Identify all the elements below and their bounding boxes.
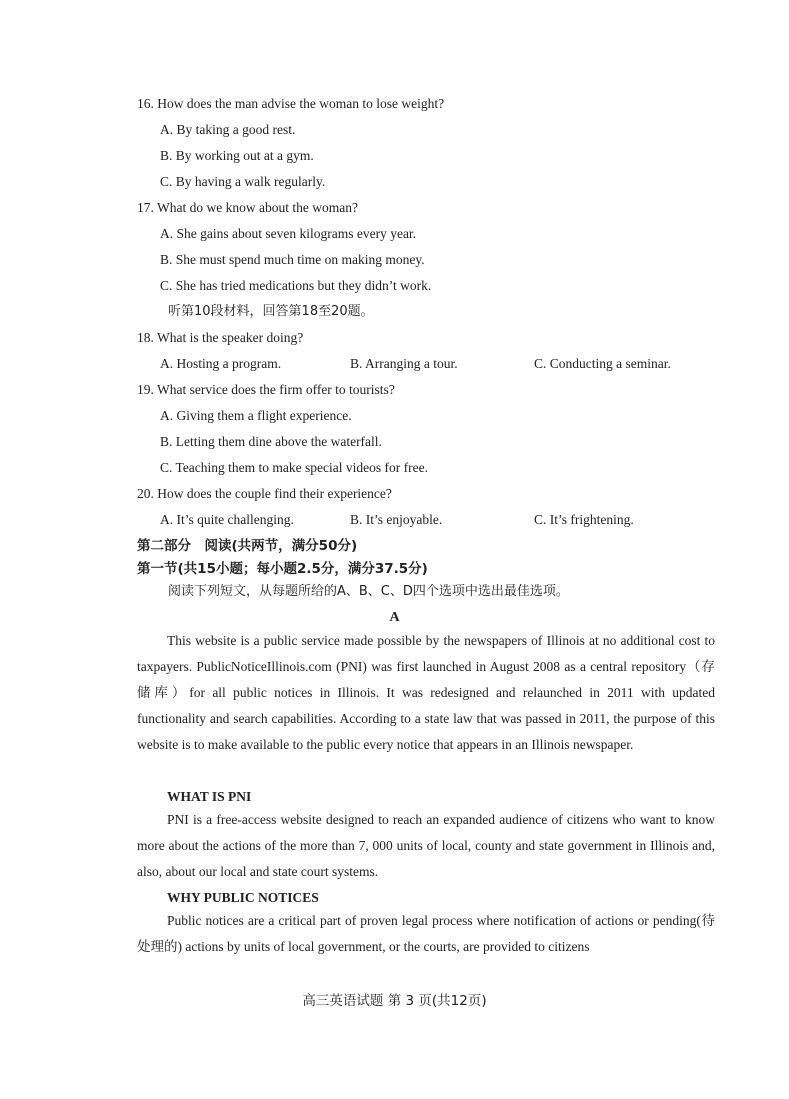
question-20-options [160,511,720,529]
question-20-option-a: A. It’s quite challenging. [160,512,294,527]
question-18-options [160,355,720,373]
question-16-stem: 16. How does the man advise the woman to lose weight? [137,96,445,111]
part2-title: 第二部分 阅读(共两节，满分50分) [137,538,358,554]
question-19-stem: 19. What service does the firm offer to tourists? [137,382,395,397]
section-heading-what-is-pni: WHAT IS PNI [167,789,252,804]
question-19-option-a: A. Giving them a flight experience. [160,408,352,423]
question-18-option-a: A. Hosting a program. [160,356,282,371]
question-20-option-c: C. It’s frightening. [534,512,634,527]
question-18-option-c: C. Conducting a seminar. [534,356,671,371]
question-18-option-b: B. Arranging a tour. [350,356,458,371]
question-19-option-c: C. Teaching them to make special videos for free. [160,460,428,475]
question-18-stem: 18. What is the speaker doing? [137,330,304,345]
question-17-option-c: C. She has tried medications but they didn’t work. [160,278,432,293]
passage-letter: A [389,610,400,625]
section-heading-why-public-notices: WHY PUBLIC NOTICES [167,890,319,905]
question-16-option-a: A. By taking a good rest. [160,122,296,137]
question-17-stem: 17. What do we know about the woman? [137,200,358,215]
passage-paragraph-1: This website is a public service made possible by the newspapers of Illinois at no additional cost to taxpayers. PublicNoticeIllinois.com (PNI) was first launched in August 2008 as a central repository（存储库）for all public notices in Illinois. It was redesigned and relaunched in 2011 with updated functionality and search capabilities. According to a state law that was passed in 2011, the purpose of this website is to make available to the public every notice that appears in an Illinois newspaper. [137,633,715,752]
question-19-option-b: B. Letting them dine above the waterfall. [160,434,382,449]
passage-paragraph-2: PNI is a free-access website designed to reach an expanded audience of citizens who want to know more about the actions of the more than 7, 000 units of local, county and state government in Illinois and, also, about our local and state court systems. [137,812,715,879]
reading-instruction: 阅读下列短文，从每题所给的A、B、C、D四个选项中选出最佳选项。 [168,584,569,599]
question-17-option-b: B. She must spend much time on making money. [160,252,425,267]
question-20-stem: 20. How does the couple find their experience? [137,486,392,501]
listening-instruction: 听第10段材料，回答第18至20题。 [168,304,374,319]
question-16-option-b: B. By working out at a gym. [160,148,314,163]
question-20-option-b: B. It’s enjoyable. [350,512,443,527]
question-17-option-a: A. She gains about seven kilograms every year. [160,226,417,241]
question-16-option-c: C. By having a walk regularly. [160,174,326,189]
passage-paragraph-3: Public notices are a critical part of proven legal process where notification of actions or pending(待处理的) actions by units of local government, or the courts, are provided to citizens [137,913,715,954]
section1-title: 第一节(共15小题；每小题2.5分，满分37.5分) [137,561,428,577]
page-footer: 高三英语试题 第 3 页(共12页) [302,993,487,1009]
